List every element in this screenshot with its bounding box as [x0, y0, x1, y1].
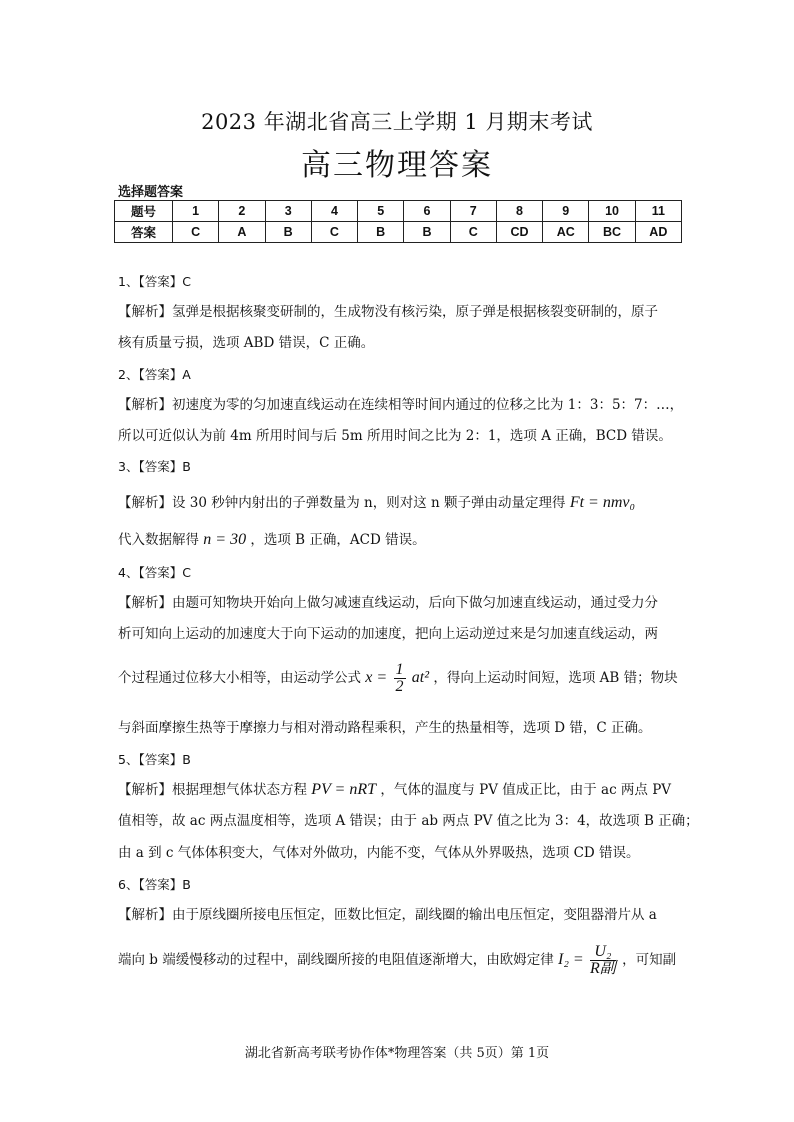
q4-analysis-line — [118, 660, 678, 696]
fraction-denominator: R副 — [590, 960, 616, 977]
answer-cell: C — [450, 222, 496, 243]
q4-analysis-text: ，得向上运动时间短，选项 AB 错；物块 — [433, 670, 678, 686]
q5-analysis-line: 值相等，故 ac 两点温度相等，选项 A 错误；由于 ab 两点 PV 值之比为 3：4，故选项 B 正确； — [118, 813, 699, 829]
q5-analysis-line — [118, 781, 678, 799]
answer-cell: A — [219, 222, 265, 243]
q3-analysis-line — [118, 531, 678, 549]
q3-analysis-line — [118, 494, 678, 512]
q6-analysis-line — [118, 942, 678, 978]
question-number-cell: 10 — [589, 201, 635, 222]
answer-cell: C — [311, 222, 357, 243]
kinematics-formula-rhs: at² — [411, 669, 430, 686]
question-number-cell: 4 — [311, 201, 357, 222]
question-number-cell: 5 — [358, 201, 404, 222]
answer-cell: B — [265, 222, 311, 243]
q5-answer: 5、【答案】B — [118, 752, 191, 767]
q3-analysis-text: 代入数据解得 — [118, 532, 199, 548]
answer-cell: C — [173, 222, 219, 243]
q1-analysis-line: 核有质量亏损，选项 ABD 错误，C 正确。 — [118, 335, 375, 351]
page-footer: 湖北省新高考联考协作体*物理答案（共 5页）第 1页 — [244, 1046, 550, 1061]
q3-analysis-text: ，选项 B 正确，ACD 错误。 — [250, 532, 426, 548]
ideal-gas-formula: PV = nRT — [311, 781, 377, 798]
question-number-cell: 6 — [404, 201, 450, 222]
ohms-law-fraction — [590, 944, 616, 977]
answer-row — [115, 222, 682, 243]
question-number-cell: 9 — [543, 201, 589, 222]
q4-analysis-line: 与斜面摩擦生热等于摩擦力与相对滑动路程乘积，产生的热量相等，选项 D 错，C 正确。 — [118, 720, 652, 736]
q4-analysis-line: 析可知向上运动的加速度大于向下运动的加速度，把向上运动逆过来是匀加速直线运动，两 — [118, 626, 658, 642]
kinematics-formula-fraction — [394, 662, 406, 695]
document-title: 高三物理答案 — [301, 148, 493, 183]
q3-analysis-text: 【解析】设 30 秒钟内射出的子弹数量为 n，则对这 n 颗子弹由动量定理得 — [118, 495, 566, 511]
ohms-law-formula-lhs: I₂ = — [558, 951, 584, 968]
answer-cell: BC — [589, 222, 635, 243]
answer-label: 答案 — [115, 222, 173, 243]
momentum-theorem-formula: Ft = nmv₀ — [569, 494, 636, 511]
exam-title: 2023 年湖北省高三上学期 1 月期末考试 — [201, 110, 593, 134]
question-number-cell: 8 — [496, 201, 542, 222]
question-number-label: 题号 — [115, 201, 173, 222]
answer-cell: AD — [635, 222, 681, 243]
q6-answer: 6、【答案】B — [118, 877, 191, 892]
q2-analysis-line: 所以可近似认为前 4m 所用时间与后 5m 所用时间之比为 2：1，选项 A 正确，BCD 错误。 — [118, 428, 672, 444]
fraction-numerator: U₂ — [590, 944, 616, 961]
answer-cell: CD — [496, 222, 542, 243]
q6-analysis-text: ，可知副 — [622, 952, 677, 968]
answer-cell: AC — [543, 222, 589, 243]
q1-analysis-line: 【解析】氢弹是根据核聚变研制的，生成物没有核污染，原子弹是根据核裂变研制的，原子 — [118, 304, 658, 320]
question-number-cell: 11 — [635, 201, 681, 222]
question-number-cell: 2 — [219, 201, 265, 222]
answer-cell: B — [358, 222, 404, 243]
q5-analysis-line: 由 a 到 c 气体体积变大，气体对外做功，内能不变，气体从外界吸热，选项 CD 错误。 — [118, 845, 640, 861]
q5-analysis-text: ，气体的温度与 PV 值成正比，由于 ac 两点 PV — [380, 782, 672, 798]
bullet-count-formula: n = 30 — [203, 531, 247, 548]
q4-answer: 4、【答案】C — [118, 565, 191, 580]
answer-table — [114, 200, 682, 243]
q4-analysis-line: 【解析】由题可知物块开始向上做匀减速直线运动，后向下做匀加速直线运动，通过受力分 — [118, 595, 658, 611]
question-number-cell: 3 — [265, 201, 311, 222]
question-number-row — [115, 201, 682, 222]
q1-answer: 1、【答案】C — [118, 274, 191, 289]
question-number-cell: 7 — [450, 201, 496, 222]
q3-answer: 3、【答案】B — [118, 459, 191, 474]
q4-analysis-text: 个过程通过位移大小相等，由运动学公式 — [118, 670, 361, 686]
fraction-denominator: 2 — [395, 678, 404, 695]
q2-analysis-line: 【解析】初速度为零的匀加速直线运动在连续相等时间内通过的位移之比为 1：3：5：7：…， — [118, 397, 684, 413]
fraction-numerator: 1 — [395, 661, 404, 678]
q5-analysis-text: 【解析】根据理想气体状态方程 — [118, 782, 307, 798]
answer-table-caption: 选择题答案 — [118, 185, 184, 200]
q6-analysis-line: 【解析】由于原线圈所接电压恒定，匝数比恒定，副线圈的输出电压恒定，变阻器滑片从 a — [118, 907, 657, 923]
answer-cell: B — [404, 222, 450, 243]
q2-answer: 2、【答案】A — [118, 367, 191, 382]
question-number-cell: 1 — [173, 201, 219, 222]
q6-analysis-text: 端向 b 端缓慢移动的过程中，副线圈所接的电阻值逐渐增大，由欧姆定律 — [118, 952, 554, 968]
kinematics-formula-lhs: x = — [365, 669, 388, 686]
